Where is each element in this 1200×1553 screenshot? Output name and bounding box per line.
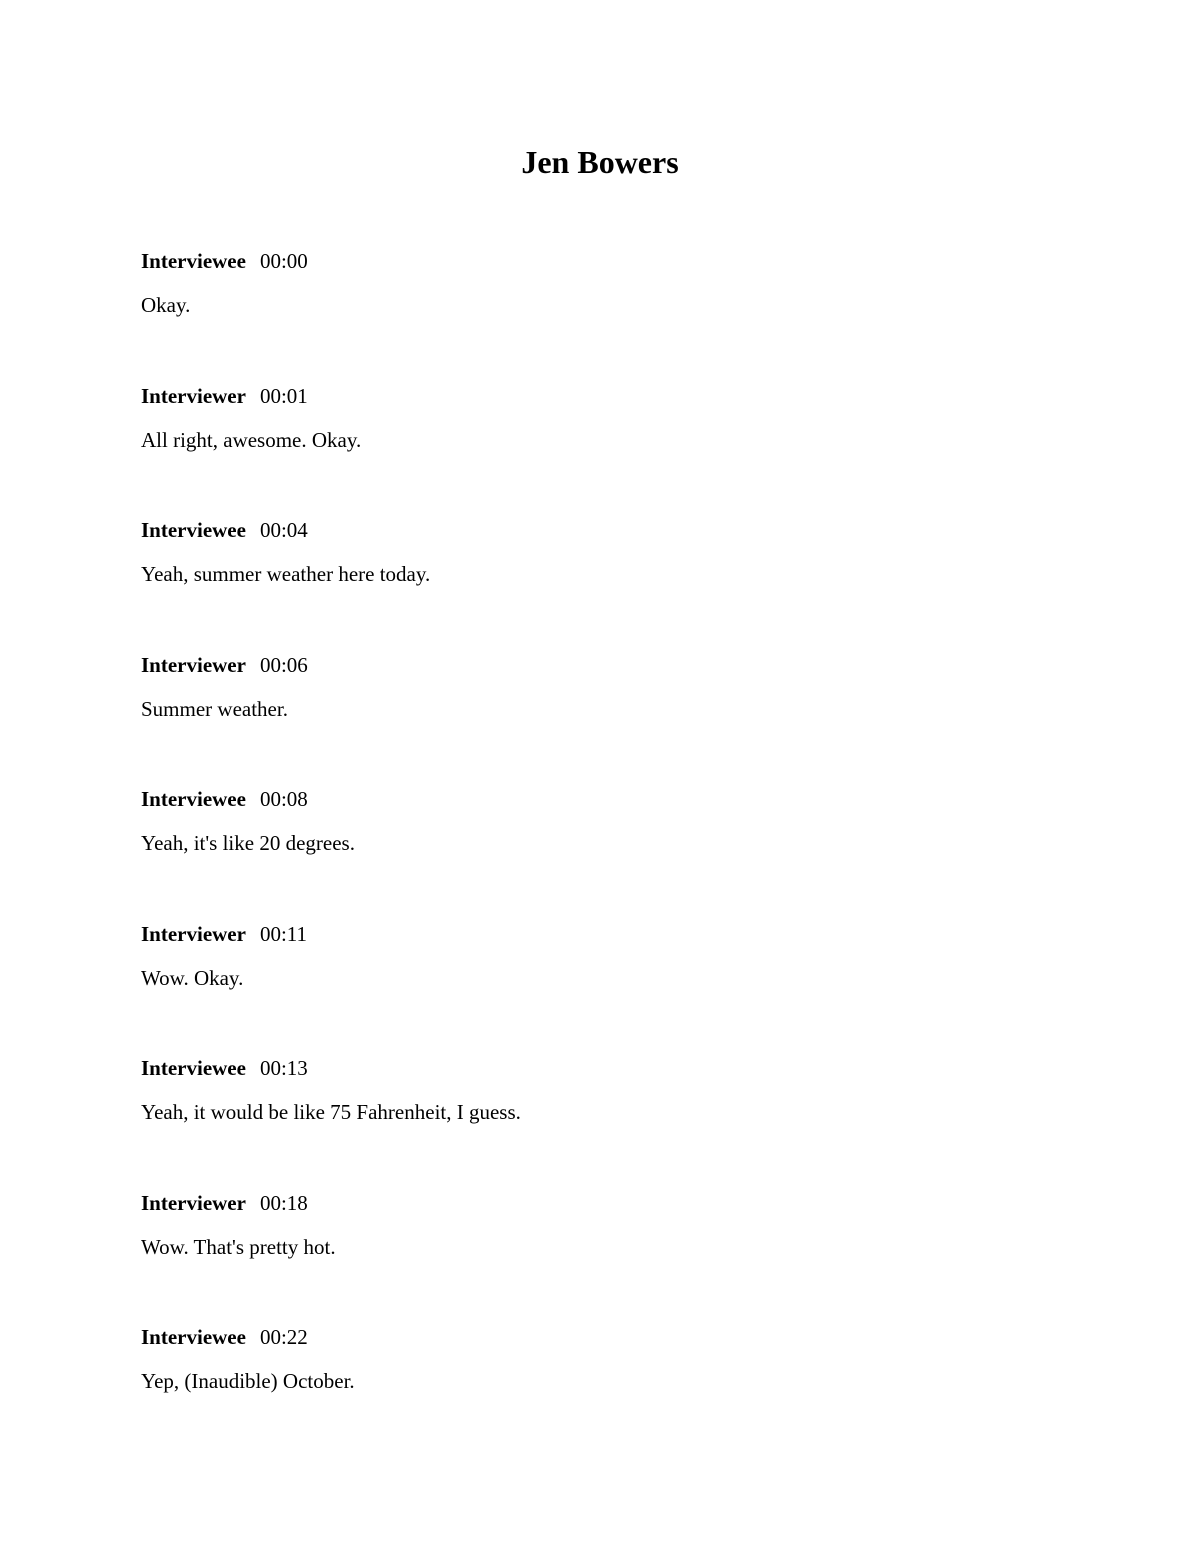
utterance-text: All right, awesome. Okay. bbox=[141, 427, 362, 452]
turn-header bbox=[141, 244, 1061, 278]
transcript-turn bbox=[141, 917, 1061, 1052]
timestamp: 00:06 bbox=[259, 652, 308, 677]
speaker-label: Interviewer bbox=[141, 383, 246, 408]
turn-header bbox=[141, 1186, 1061, 1220]
timestamp: 00:13 bbox=[259, 1056, 308, 1080]
transcript-turn bbox=[141, 648, 1061, 783]
transcript-turn bbox=[141, 513, 1061, 648]
speaker-label: Interviewer bbox=[141, 652, 246, 677]
speaker-label: Interviewee bbox=[141, 518, 246, 542]
turn-header bbox=[141, 1051, 1061, 1085]
utterance-text: Yeah, summer weather here today. bbox=[141, 562, 431, 586]
transcript-list bbox=[141, 244, 1061, 1455]
transcript-turn bbox=[141, 1051, 1061, 1186]
utterance-text: Summer weather. bbox=[141, 696, 288, 721]
utterance-text: Wow. Okay. bbox=[141, 965, 244, 990]
speaker-label: Interviewer bbox=[141, 1190, 246, 1215]
turn-header bbox=[141, 782, 1061, 816]
turn-header bbox=[141, 648, 1061, 682]
speaker-label: Interviewee bbox=[141, 787, 246, 811]
speaker-label: Interviewer bbox=[141, 921, 246, 946]
utterance-text: Okay. bbox=[141, 293, 191, 317]
transcript-turn bbox=[141, 244, 1061, 379]
turn-header bbox=[141, 917, 1061, 951]
transcript-turn bbox=[141, 379, 1061, 514]
utterance-text: Wow. That's pretty hot. bbox=[141, 1234, 336, 1259]
document-title: Jen Bowers bbox=[521, 144, 679, 180]
utterance-text: Yeah, it would be like 75 Fahrenheit, I guess. bbox=[141, 1100, 521, 1124]
transcript-turn bbox=[141, 1320, 1061, 1455]
turn-header bbox=[141, 513, 1061, 547]
transcript-turn bbox=[141, 1186, 1061, 1321]
speaker-label: Interviewee bbox=[141, 1325, 246, 1349]
timestamp: 00:04 bbox=[259, 518, 308, 542]
turn-header bbox=[141, 1320, 1061, 1354]
utterance-text: Yep, (Inaudible) October. bbox=[141, 1369, 355, 1393]
turn-header bbox=[141, 379, 1061, 413]
timestamp: 00:08 bbox=[259, 787, 308, 811]
transcript-turn bbox=[141, 782, 1061, 917]
timestamp: 00:00 bbox=[259, 249, 308, 273]
timestamp: 00:22 bbox=[259, 1325, 308, 1349]
timestamp: 00:01 bbox=[259, 383, 308, 408]
timestamp: 00:11 bbox=[259, 921, 308, 946]
speaker-label: Interviewee bbox=[141, 1056, 246, 1080]
speaker-label: Interviewee bbox=[141, 249, 246, 273]
utterance-text: Yeah, it's like 20 degrees. bbox=[141, 831, 355, 855]
timestamp: 00:18 bbox=[259, 1190, 308, 1215]
